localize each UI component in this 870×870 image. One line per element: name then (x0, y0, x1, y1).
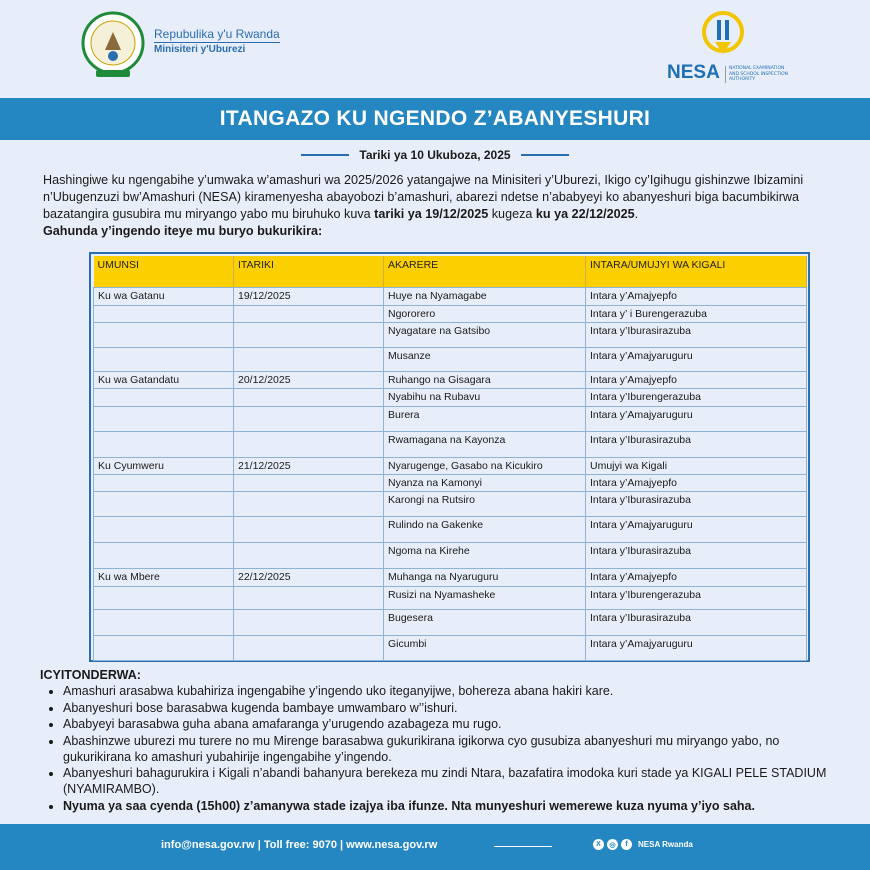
cell-district: Ruhango na Gisagara (384, 371, 586, 388)
cell-district: Huye na Nyamagabe (384, 287, 586, 305)
cell-day (94, 305, 234, 322)
cell-province: Intara y’Iburasirazuba (586, 491, 807, 516)
cell-date (234, 542, 384, 568)
cell-date (234, 474, 384, 491)
table-row (94, 406, 807, 431)
table-row (94, 322, 807, 347)
date-line (0, 148, 870, 162)
cell-date (234, 431, 384, 457)
nesa-logo-text: NESA (667, 62, 720, 83)
cell-date (234, 491, 384, 516)
end-date: ku ya 22/12/2025 (535, 207, 635, 221)
cell-province: Intara y’Amajyepfo (586, 474, 807, 491)
cell-day: Ku Cyumweru (94, 457, 234, 474)
table-row (94, 609, 807, 635)
cell-district: Musanze (384, 347, 586, 371)
cell-day (94, 431, 234, 457)
note-item: • Abanyeshuri bahagurukira i Kigali n’abandi bahanyura berekeza mu zindi Ntara, bazafatira imodoka kuri stade ya KIGALI PELE STADIUM (NYAMIRAMBO). (63, 765, 850, 797)
note-item: • Abanyeshuri bose barasabwa kugenda bambaye umwambaro w’’ishuri. (63, 700, 850, 716)
intro-paragraph (43, 172, 843, 240)
cell-district: Ngoma na Kirehe (384, 542, 586, 568)
cell-date (234, 635, 384, 660)
cell-district: Ngororero (384, 305, 586, 322)
ministry-name: Minisiteri y'Uburezi (154, 44, 246, 55)
cell-province: Intara y’Amajyepfo (586, 568, 807, 586)
cell-province: Umujyi wa Kigali (586, 457, 807, 474)
cell-district: Gicumbi (384, 635, 586, 660)
cell-district: Rwamagana na Kayonza (384, 431, 586, 457)
cell-district: Karongi na Rutsiro (384, 491, 586, 516)
header-day: UMUNSI (94, 256, 234, 287)
cell-district: Rusizi na Nyamasheke (384, 586, 586, 609)
table-row (94, 431, 807, 457)
schedule-table-frame (89, 252, 810, 662)
cell-district: Rulindo na Gakenke (384, 516, 586, 542)
table-row (94, 287, 807, 305)
rwanda-coat-of-arms-logo (80, 10, 146, 80)
cell-date: 20/12/2025 (234, 371, 384, 388)
cell-province: Intara y’Iburasirazuba (586, 542, 807, 568)
table-row (94, 347, 807, 371)
cell-date (234, 586, 384, 609)
note-item: • Abashinzwe uburezi mu turere no mu Mirenge barasabwa gukurikirana igikorwa cyo gusubiza abanyeshuri mu miryango yabo, no gukurikirana ko amashuri yubahirije ingengabihe y’ingendo. (63, 733, 850, 765)
cell-day (94, 322, 234, 347)
cell-date (234, 406, 384, 431)
note-item: • Nyuma ya saa cyenda (15h00) z’amanywa stade izajya iba ifunze. Nta munyeshuri wemerewe kuza nyuma y’iyo saha. (63, 798, 850, 814)
cell-province: Intara y’Iburengerazuba (586, 388, 807, 406)
cell-day (94, 516, 234, 542)
cell-province: Intara y’ i Burengerazuba (586, 305, 807, 322)
cell-district: Nyarugenge, Gasabo na Kicukiro (384, 457, 586, 474)
cell-province: Intara y’Amajyepfo (586, 287, 807, 305)
cell-province: Intara y’Iburasirazuba (586, 322, 807, 347)
cell-province: Intara y’Iburengerazuba (586, 586, 807, 609)
cell-district: Nyabihu na Rubavu (384, 388, 586, 406)
schedule-lead: Gahunda y’ingendo iteye mu buryo bukurikira: (43, 224, 323, 238)
cell-day (94, 406, 234, 431)
start-date: tariki ya 19/12/2025 (374, 207, 489, 221)
cell-province: Intara y’Amajyaruguru (586, 516, 807, 542)
cell-province: Intara y’Amajyaruguru (586, 406, 807, 431)
nesa-full-name: NATIONAL EXAMINATION AND SCHOOL INSPECTION AUTHORITY (725, 66, 795, 83)
cell-date: 19/12/2025 (234, 287, 384, 305)
social-handle: NESA Rwanda (638, 840, 693, 849)
cell-day: Ku wa Gatandatu (94, 371, 234, 388)
intro-text: Hashingiwe ku ngengabihe y’umwaka w’amashuri wa 2025/2026 yatangajwe na Minisiteri y’Uburezi, Ikigo cy’Igihugu gishinzwe Ibizamini n’Ubugenzuzi bw’Amashuri (NESA) kiramenyesha abayobozi b’amashuri, abarezi ndetse n’ababyeyi ko abanyeshuri biga bacumbikirwa bazatangira gusubira mu miryango yabo mu biruhuko kuva (43, 173, 804, 221)
cell-date: 21/12/2025 (234, 457, 384, 474)
cell-day: Ku wa Mbere (94, 568, 234, 586)
cell-day: Ku wa Gatanu (94, 287, 234, 305)
table-header-row (94, 256, 807, 287)
table-row (94, 635, 807, 660)
republic-name: Repubulika y'u Rwanda (154, 27, 280, 41)
table-row (94, 491, 807, 516)
table-row (94, 568, 807, 586)
cell-district: Nyanza na Kamonyi (384, 474, 586, 491)
footer (0, 824, 870, 870)
facebook-icon[interactable]: f (621, 839, 632, 850)
cell-day (94, 635, 234, 660)
cell-date (234, 516, 384, 542)
notes-section (40, 668, 850, 814)
header-province: INTARA/UMUJYI WA KIGALI (586, 256, 807, 287)
social-links (593, 839, 693, 850)
cell-date (234, 609, 384, 635)
intro-text: . (634, 207, 639, 221)
cell-district: Nyagatare na Gatsibo (384, 322, 586, 347)
schedule-table (93, 256, 807, 661)
cell-district: Burera (384, 406, 586, 431)
cell-day (94, 542, 234, 568)
divider (494, 846, 552, 847)
instagram-icon[interactable]: ◎ (607, 839, 618, 850)
cell-date (234, 388, 384, 406)
notes-heading: ICYITONDERWA: (40, 668, 141, 682)
notes-list (63, 683, 850, 814)
cell-day (94, 474, 234, 491)
table-row (94, 586, 807, 609)
table-row (94, 542, 807, 568)
note-item: • Amashuri arasabwa kubahiriza ingengabihe y’ingendo uko iteganyijwe, bohereza abana hakiri kare. (63, 683, 850, 699)
table-row (94, 388, 807, 406)
cell-day (94, 586, 234, 609)
table-row (94, 474, 807, 491)
cell-district: Muhanga na Nyaruguru (384, 568, 586, 586)
table-row (94, 516, 807, 542)
page-title: ITANGAZO KU NGENDO Z’ABANYESHURI (219, 107, 651, 130)
cell-day (94, 609, 234, 635)
cell-district: Bugesera (384, 609, 586, 635)
cell-province: Intara y’Amajyaruguru (586, 347, 807, 371)
cell-province: Intara y’Amajyepfo (586, 371, 807, 388)
cell-day (94, 388, 234, 406)
cell-date (234, 322, 384, 347)
cell-province: Intara y’Amajyaruguru (586, 635, 807, 660)
header-district: AKARERE (384, 256, 586, 287)
intro-text: kugeza (488, 207, 536, 221)
table-row (94, 305, 807, 322)
cell-province: Intara y’Iburasirazuba (586, 431, 807, 457)
x-icon[interactable]: X (593, 839, 604, 850)
cell-day (94, 491, 234, 516)
nesa-logo-mark (698, 10, 748, 65)
announcement-date: Tariki ya 10 Ukuboza, 2025 (359, 148, 511, 162)
contact-info: info@nesa.gov.rw | Toll free: 9070 | www.nesa.gov.rw (161, 839, 438, 851)
divider (521, 154, 569, 156)
cell-date: 22/12/2025 (234, 568, 384, 586)
cell-date (234, 305, 384, 322)
note-item: • Ababyeyi barasabwa guha abana amafaranga y’urugendo azabageza mu rugo. (63, 716, 850, 732)
cell-day (94, 347, 234, 371)
table-row (94, 371, 807, 388)
cell-date (234, 347, 384, 371)
title-banner (0, 98, 870, 140)
table-row (94, 457, 807, 474)
header-date: ITARIKI (234, 256, 384, 287)
divider (301, 154, 349, 156)
cell-province: Intara y’Iburasirazuba (586, 609, 807, 635)
